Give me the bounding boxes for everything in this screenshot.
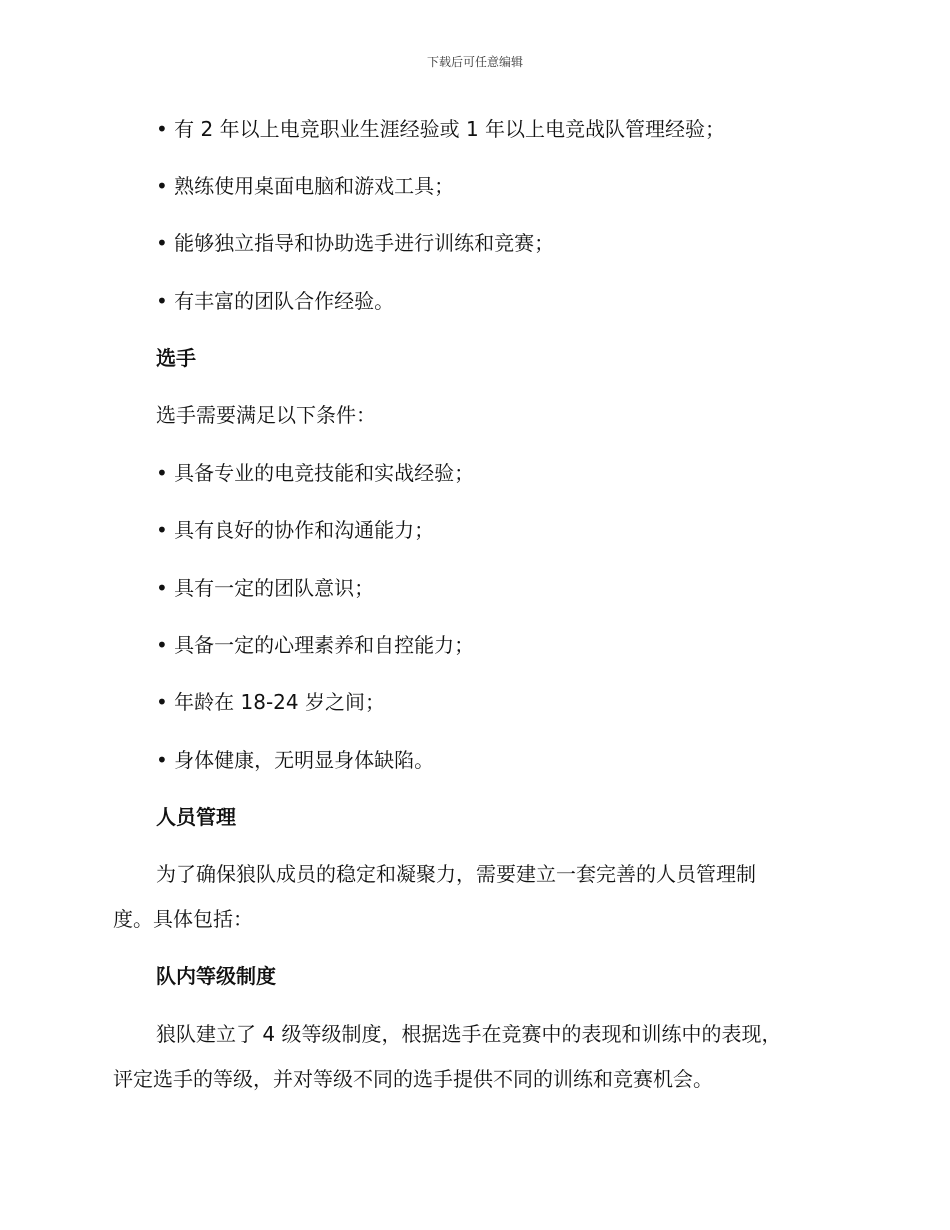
levels-paragraph-line-2: 评定选手的等级，并对等级不同的选手提供不同的训练和竞赛机会。 xyxy=(113,1067,713,1091)
players-intro-text: 选手需要满足以下条件： xyxy=(156,403,376,427)
bullet-item-team-awareness: • 具有一定的团队意识； xyxy=(156,576,375,600)
bullet-item-guidance: • 能够独立指导和协助选手进行训练和竞赛； xyxy=(156,231,555,255)
personnel-paragraph-line-2: 度。具体包括： xyxy=(113,907,253,931)
section-heading-personnel: 人员管理 xyxy=(156,805,236,829)
personnel-paragraph-line-1: 为了确保狼队成员的稳定和凝聚力，需要建立一套完善的人员管理制 xyxy=(156,862,756,886)
bullet-item-computer-skills: • 熟练使用桌面电脑和游戏工具； xyxy=(156,174,455,198)
section-heading-players: 选手 xyxy=(156,346,196,370)
levels-paragraph-line-1: 狼队建立了 4 级等级制度，根据选手在竞赛中的表现和训练中的表现， xyxy=(156,1022,782,1046)
section-heading-levels: 队内等级制度 xyxy=(156,964,276,988)
bullet-item-health: • 身体健康，无明显身体缺陷。 xyxy=(156,748,435,772)
bullet-item-psychology: • 具备一定的心理素养和自控能力； xyxy=(156,633,475,657)
bullet-item-experience: • 有 2 年以上电竞职业生涯经验或 1 年以上电竞战队管理经验； xyxy=(156,117,726,141)
bullet-item-esports-skills: • 具备专业的电竞技能和实战经验； xyxy=(156,461,475,485)
bullet-item-age: • 年龄在 18-24 岁之间； xyxy=(156,690,385,714)
bullet-item-teamwork: • 有丰富的团队合作经验。 xyxy=(156,289,395,313)
page-header: 下载后可任意编辑 xyxy=(426,55,523,69)
bullet-item-communication: • 具有良好的协作和沟通能力； xyxy=(156,518,435,542)
